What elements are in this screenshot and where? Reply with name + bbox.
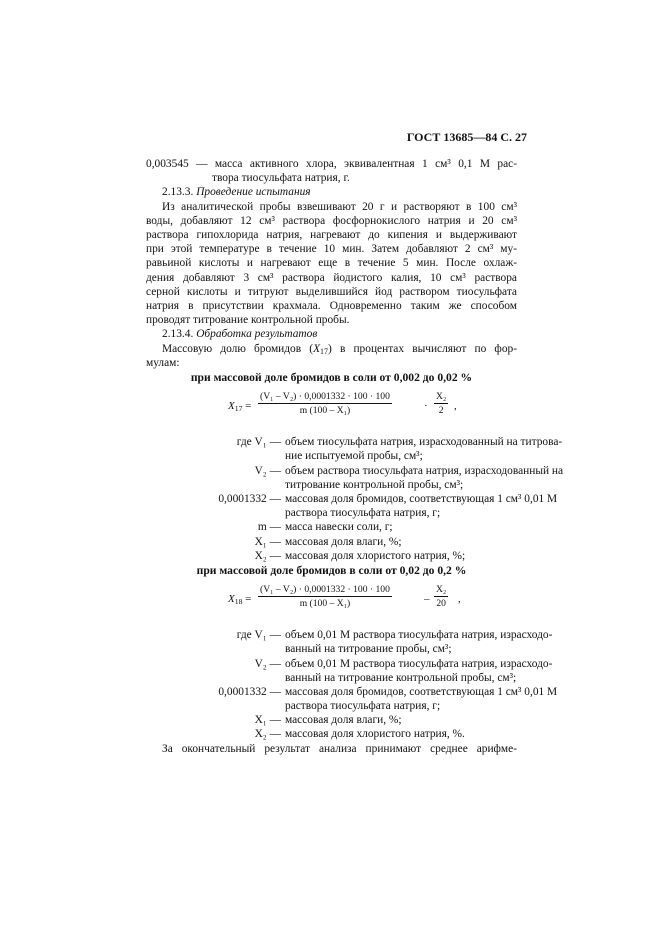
definition-item: ванный на титрование контрольной пробы, см³; xyxy=(285,671,517,684)
text-line: Из аналитической пробы взвешивают 20 г и растворяют в 100 см³ xyxy=(162,200,517,213)
text-line: За окончательный результат анализа принимают среднее арифме- xyxy=(162,742,517,755)
formula-operator: · xyxy=(424,400,428,413)
definition-item: X₁ — массовая доля влаги, %; xyxy=(254,535,402,548)
formula-lhs: $X_{18}$ = xyxy=(228,593,252,607)
formula-tail: , xyxy=(454,400,457,413)
formula-operator: – xyxy=(424,593,430,606)
definition-item: V₂ — объем раствора тиосульфата натрия, израсходованный на xyxy=(254,464,564,477)
text-line: 0,003545 — масса активного хлора, эквивалентная 1 см³ 0,1 М рас- xyxy=(146,158,517,170)
formula-fraction xyxy=(258,584,392,609)
formula-x18 xyxy=(146,584,517,620)
text-line: твора тиосульфата натрия, г. xyxy=(212,172,350,185)
text-line: равьиной кислоты и нагревают еще в течение 5 мин. После охлаж- xyxy=(146,257,517,270)
section-title: Проведение испытания xyxy=(196,186,311,199)
definition-item: 0,0001332 — массовая доля бромидов, соответствующая 1 см³ 0,01 М xyxy=(218,685,558,698)
section-number: 2.13.4. xyxy=(162,328,194,341)
definition-item: титрование контрольной пробы, см³; xyxy=(285,478,464,491)
text-line: проводят титрование контрольной пробы. xyxy=(146,314,350,327)
formula-denominator: m (100 – X₁) xyxy=(299,598,351,610)
formula-fraction-2: $\frac{\text{X₂}}{2}$ xyxy=(436,391,447,417)
formula-denominator: m (100 – X₁) xyxy=(299,405,351,417)
formula-heading-2: при массовой доле бромидов в соли от 0,02 до 0,2 % xyxy=(196,563,467,577)
text-line: натрия в присутствии крахмала. Одновременно таким же способом xyxy=(146,300,517,313)
text-line: воды, добавляют 12 см³ раствора фосфорнокислого натрия и 20 см³ xyxy=(146,214,517,227)
formula-fraction-2: $\frac{\text{X₂}}{20}$ xyxy=(436,584,447,610)
text-line: при этой температуре в течение 10 мин. Затем добавляют 2 см³ му- xyxy=(146,243,517,256)
definition-item: ванный на титрование пробы, см³; xyxy=(285,643,452,656)
formula-x17 xyxy=(146,391,517,427)
formula-numerator: (V₁ – V₂) · 0,0001332 · 100 · 100 xyxy=(260,584,390,596)
text-line: Массовую долю бромидов $(X_{17})$ в процентах вычисляют по фор- xyxy=(162,342,517,356)
text-line: дения добавляют 3 см³ раствора йодистого калия, 10 см³ раствора xyxy=(146,271,517,284)
text-line: раствора гипохлорида натрия, нагревают до кипения и выдерживают xyxy=(146,229,517,242)
section-title: Обработка результатов xyxy=(196,328,318,341)
section-heading-2-13-3 xyxy=(146,185,517,199)
body-text xyxy=(146,157,564,756)
definition-item: X₁ — массовая доля влаги, %; xyxy=(254,714,402,727)
definition-item: где V₁ — объем тиосульфата натрия, израсходованный на титрова- xyxy=(236,436,563,449)
definition-item: где V₁ — объем 0,01 М раствора тиосульфата натрия, израсходо- xyxy=(236,629,553,642)
definition-item: раствора тиосульфата натрия, г; xyxy=(285,507,441,520)
definition-item: ние испытуемой пробы, см³; xyxy=(285,450,423,463)
definition-item: m — масса навески соли, г; xyxy=(257,521,393,534)
definition-item: X₂ — массовая доля хлористого натрия, %. xyxy=(254,728,465,741)
formula-fraction xyxy=(258,391,392,416)
definitions-2 xyxy=(146,628,558,742)
formula-heading-1: при массовой доле бромидов в соли от 0,002 до 0,02 % xyxy=(190,371,473,385)
definition-item: V₂ — объем 0,01 М раствора тиосульфата натрия, израсходо- xyxy=(254,657,553,670)
section-heading-2-13-4 xyxy=(146,327,517,341)
text-line: серной кислоты и титруют выделившийся йод раствором тиосульфата xyxy=(146,285,517,298)
definition-item: 0,0001332 — массовая доля бромидов, соответствующая 1 см³ 0,01 М xyxy=(218,493,558,505)
formula-tail: , xyxy=(458,593,461,606)
page-header: ГОСТ 13685—84 С. 27 xyxy=(406,130,527,144)
formula-numerator: (V₁ – V₂) · 0,0001332 · 100 · 100 xyxy=(260,391,390,403)
formula-lhs: $X_{17}$ = xyxy=(228,400,252,414)
definition-item: X₂ — массовая доля хлористого натрия, %; xyxy=(254,549,466,562)
text-line: мулам: xyxy=(146,356,180,369)
definition-item: раствора тиосульфата натрия, г; xyxy=(285,700,441,713)
section-number: 2.13.3. xyxy=(162,186,194,199)
definitions-1 xyxy=(146,435,564,563)
paragraph-procedure xyxy=(146,200,517,328)
